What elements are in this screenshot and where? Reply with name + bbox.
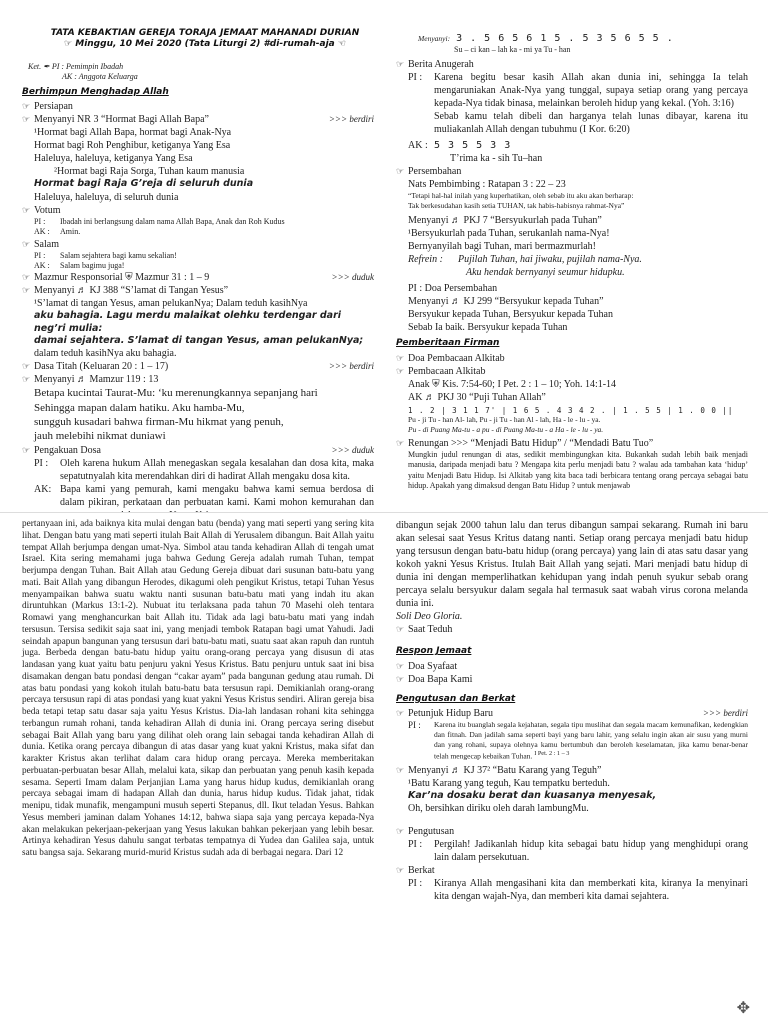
hand-icon: ☞ [396,624,405,634]
item-pkj30: AK ♬ PKJ 30 “Puji Tuhan Allah” [408,391,546,403]
hand-icon: ☞ [396,59,405,70]
page-1 [0,0,768,512]
item-mazmur-responsorial: ☞ Mazmur Responsorial ⛨ Mazmur 31 : 1 – 9 >>> duduk [22,272,374,284]
notation-suci: Menyanyi: 3 . 5 6 5 6 1 5 . 5 3 5 6 5 5 . [418,33,674,44]
item-kj388: ☞ Menyanyi ♬ KJ 388 “S’lamat di Tangan Yesus” [22,285,229,297]
left-column [22,62,374,574]
pengakuan-pi: PI : Oleh karena hukum Allah menegaskan segala kesalahan dan dosa kita, maka sepatutnyalah kita merendahkan diri di hadirat Allah mengaku dosa kita. [34,457,374,482]
hand-icon: ☞ [22,114,31,125]
legend-pi: PI : Pemimpin Ibadah [51,62,124,71]
item-saat-teduh: ☞ Saat Teduh [396,624,453,635]
page-2 [0,512,768,1024]
hand-icon: ☞ [396,352,405,363]
item-salam: ☞ Salam [22,238,59,250]
item-renungan: ☞ Renungan >>> “Menjadi Batu Hidup” / “Mendadi Batu Tuo” [396,437,654,449]
dove-icon: ✥ [736,1000,750,1018]
hand-icon: ☞ [22,101,31,112]
cue: >>> berdiri [328,114,374,125]
page-title: TATA KEBAKTIAN GEREJA TORAJA JEMAAT MAHANADI DURIAN [50,28,360,38]
lyric: ¹Bersyukurlah pada Tuhan, serukanlah nama-Nya! [408,227,610,239]
item-doa-alkitab: ☞ Doa Pembacaan Alkitab [396,352,505,364]
lyric: Bersyukur kepada Tuhan, Bersyukur kepada Tuhan [408,308,613,320]
hand-icon: ☞ [396,826,405,837]
legend-ak: AK : Anggota Keluarga [62,72,138,82]
section-bersiap: Berhimpun Menghadap Allah [22,86,169,97]
salam-lines: PI : Salam sejahtera bagi kamu sekalian! AK : Salam bagimu juga! [34,250,177,270]
hand-icon: ☞ [396,365,405,376]
header [40,28,370,51]
lyrics-nr3: ¹Hormat bagi Allah Bapa, hormat bagi Anak-Nya Hormat bagi Roh Penghibur, ketiganya Yang Esa Haleluya, haleluya, ketiganya Yang Esa ²Hormat bagi Raja Sorga, Tuhan kaum manusia Hormat bagi Raja G’reja di seluruh dunia Haleluya, haleluya, di seluruh dunia [34,127,254,203]
nats: Nats Pembimbing : Ratapan 3 : 22 – 23 [408,179,566,191]
right-column-2 [396,519,748,1031]
hand-icon: ☞ [22,374,31,385]
soli-deo-gloria: Soli Deo Gloria. [396,611,463,622]
hand-icon: ☞ [22,272,31,283]
item-votum: ☞ Votum [22,204,61,216]
hand-icon: ☞ [396,660,405,671]
hand-icon: ☞ [396,166,405,177]
lyric: Bernyanyilah bagi Tuhan, mari bermazmurlah! [408,240,597,252]
item-dasa-titah: ☞ Dasa Titah (Keluaran 20 : 1 – 17) >>> berdiri [22,361,374,373]
item-berkat: ☞ Berkat [396,865,435,877]
item-berita: ☞ Berita Anugerah [396,59,474,71]
hand-icon: ☞ [22,285,31,296]
page-subtitle: ☞ Minggu, 10 Mei 2020 (Tata Liturgi 2) #di-rumah-aja ☜ [64,39,346,50]
berita-pi2: Sebab kamu telah dibeli dan harganya telah lunas dibayar, karena itu muliakanlah Allah dengan tubuhmu (I Kor. 6:20) [434,111,748,136]
item-persiapan: ☞ Persiapan [22,101,73,113]
item-mazmur-119: ☞ Menyanyi ♬ Mamzur 119 : 13 [22,374,159,386]
petunjuk-pi: PI : Karena itu buanglah segala kejahatan, segala tipu muslihat dan segala macam kemunafikan, kedengkian dan fitnah. Dan jadilah sama seperti bayi yang baru lahir, yang selalu ingin akan air susu yang murni dan yang rohani, supaya olehnya kamu bertumbuh dan beroleh keselamatan, jika kamu benar-benar telah mengecap kebaikan Tuhan. $^{I Pet. 2 : 1 - 3}$ [408,720,748,761]
hand-icon: ☞ [22,444,31,455]
renungan-text: Mungkin judul renungan di atas, sedikit membingungkan kita. Bukankah sudah lebih baik menjadi manusia, daripada menjadi batu ? Mengapa kita perlu menjadi batu ? walau ada tambahan kata ‘hidup’ yaitu Menjadi Batu Hidup. Isi Alkitab yang kita baca tadi berbicara tentang orang percaya sebagai batu hidup. Apakah yang dimaksud dengan Batu Hidup ? untuk menjawab [408,449,748,490]
notation-text: Su – ci kan – lah ka - mi ya Tu - han [454,45,571,54]
pengakuan-ak: AK: Bapa kami yang pemurah, kami mengaku bahwa kami semua berdosa di dalam pikiran, perkataan dan perbuatan kami. Kami mohon kemurahan dan [34,483,374,508]
berita-ak: AK : 5 3 5 5 3 3 [408,140,512,152]
renungan-continued: pertanyaan ini, ada baiknya kita mulai dengan batu (benda) yang mati seperti yang sering kita lihat. Dengan batu yang mati seperti itulah Bait Allah di Yerusalem dibangun. Bait Allah yaitu tempat Allah berjumpa dengan umat-Nya. Simbol atau tanda kehadiran Allah di tengah umat Israel. Kita sering memahami juga bahwa Gedung Gereja adalah rumah Tuhan, tempat berjumpa dengan Tuhan. Bait Allah atau Gedung Gereja dibuat dari susunan batu-batu yang mati. Bait Allah yang dibangun Herodes, dikagumi oleh pengikut Kristus, tetapi Tuhan Yesus menyampaikan bahwa suatu waktu nanti susunan batu-batu mati yang indah itu akan diruntuhkan (Markus 13:1-2). Nubuat itu terlaksana pada tahun 70 Masehi oleh tentara Romawi yang menghancurkan bait Allah itu. Tidak ada lagi batu-batu mati yang indah tersusun. Tersisa sedikit saja saat ini, yang menjadi tembok Ratapan bagi umat Yahudi. Jadi seindah apapun bangunan yang tersusun dari batu-batu mati, suatu saat akan rapuh dan runtuh juga. Berbeda dengan batu-batu hidup yaitu orang-orang percaya yang disusun di atas landasan yang kuat yaitu batu penjuru yakni Yesus Kristus. Batu penjuru untuk saat ini bisa disamakan dengan batu pondasi dengan “cakar ayam” pada bangunan gedung atau rumah. Di atas batu pondasi yang kokoh itulah batu-batu bata tersusun rapi. Demikianlah orang-orang percaya tersusun rapi di atas pondasi yang kuat yakni Yesus Kristus sendiri. Aliran gereja bisa beda tetapi tetap satu dasar saja yaitu Yesus Kristus. Dia-lah landasan rohani kita sehingga terbangun rumah rohani, tanda kehadiran Allah di dunia ini. Orang percaya sering disebut sebagai Bait Allah yang baru yang dilihat oleh orang lain sebagai tanda kehadiran Allah di dunia. Ketika orang percaya dibangun di atas dasar yang kuat yakni Kristus, maka sifat dan karakter Kristus akan terlihat dalam cara hidup orang percaya. Mereka memberitakan perbuatan-perbuatan besar Allah, melalui kata, sikap dan perbuatan yang penuh kasih kepada sesama. Seperti Imam dalam Perjanjian Lama yang harus hidup kudus, demikianlah orang percaya sebagai imam di hadapan Allah dan dunia, harus hidup kudus. Tidak jahat, tidak menipu, tidak munafik, mengampuni musuh seperti Stepanus, dll. Ikut teladan Yesus. Bahkan Yesus memberi jaminan dalam Yohanes 14:12, bahwa siapa saja yang percaya kepada-Nya akan melakukan pekerjaan-pekerjaan yang Yesus lakukan bahkan pekerjaan yang lebih besar. Artinya kehadiran Yesus dahulu sangat terbatas tempatnya di Yudea dan Galilea saja, untuk satu bangsa saja. Sekarang murid-murid Kristus sudah ada di berbagai negara. Dari 12 [22,519,374,858]
item-persembahan: ☞ Persembahan [396,166,462,178]
hand-icon: ☞ [396,673,405,684]
notation-pkj30: 1 . 2 | 3 1 1 7' | 1 6 5 . 4 3 4 2 . | 1 . 5 5 | 1 . 0 0 || [408,405,734,415]
pengutusan-pi: PI : Pergilah! Jadikanlah hidup kita sebagai batu hidup yang menghidupi orang lain dalam persekutuan. [408,839,748,864]
item-petunjuk: ☞ Petunjuk Hidup Baru >>> berdiri [396,708,748,720]
hand-icon: ☞ [22,238,31,249]
lyrics-mazmur-119: Betapa kucintai Taurat-Mu: ‘ku merenungkannya sepanjang hari Sehingga mapan dalam hatiku. Aku hamba-Mu, sungguh kusadari bahwa firman-Mu hikmat yang penuh, jauh melebihi nikmat duniawi [34,387,318,443]
doa-persembahan: PI : Doa Persembahan [408,282,498,294]
renungan-end: dibangun sejak 2000 tahun lalu dan terus dibangun sampai sekarang. Rumah ini baru akan selesai saat Yesus Kritus datang nanti. Setiap orang percaya menjadi batu hidup yang tersusun dengan batu-batu hidup (orang percaya) yang lain di atas satu dasar yang kokoh yakni Yesus Kristus. Itulah Bait Allah yang sejati. Mari menjadi batu hidup di dunia ini dengan memperlihatkan kehidupan yang indah penuh syukur sebab orang percaya selalu bersyukur dalam segala hal termasuk saat wabah virus corona melanda dunia ini. [396,520,748,609]
hand-icon: ☞ [396,764,405,775]
lyrics-kj37: ¹Batu Karang yang teguh, Kau tempatku berteduh. Kar’na dosaku berat dan kuasanya menyesak, Oh, bersihkan diriku oleh darah lambungMu. [408,777,657,815]
quote-1: “Tetapi hal-hal inilah yang kuperhatikan, oleh sebab itu aku akan berharap: [408,191,634,201]
lyrics-kj388: ¹S’lamat di tangan Yesus, aman pelukanNya; Dalam teduh kasihNya aku bahagia. Lagu merdu malaikat olehku terdengar dari neg’ri mulia: damai sejahtera. S’lamat di tangan Yesus, aman pelukanNya; dalam teduh kasihNya aku bahagia. [34,298,364,360]
berita-ak-text: T’rima ka - sih Tu–han [450,153,543,165]
lyric: Sebab Ia baik. Bersyukur kepada Tuhan [408,321,568,333]
section-respon: Respon Jemaat [396,646,472,656]
refrein-2: Aku hendak bernyanyi seumur hidupku. [466,266,625,278]
item-kj37: ☞ Menyanyi ♬ KJ 37² “Batu Karang yang Teguh” [396,764,602,776]
bacaan: Anak ⛨ Kis. 7:54-60; I Pet. 2 : 1 – 10; Yoh. 14:1-14 [408,378,617,390]
hand-icon: ☞ [22,204,31,215]
item-pengutusan: ☞ Pengutusan [396,826,455,838]
berkat-pi: PI : Kiranya Allah mengasihani kita dan memberkati kita, kiranya Ia menyinari kita dengan wajah-Nya, dan memberi kita damai sejahtera. [408,878,748,903]
notation-text: Pu - ji Tu - han Al- lah, Pu - ji Tu - han Al - lah, Ha - le - lu - ya. [408,415,601,425]
notation-text: Pu - di Puang Ma-tu - a pu - di Puang Ma-tu - a Ha - le - lu - ya. [408,425,604,435]
berita-pi: PI : Karena begitu besar kasih Allah akan dunia ini, sehingga Ia telah mengaruniakan Anak-Nya yang tunggal, supaya setiap orang yang percaya kepada-Nya tidak binasa, melainkan beroleh hidup yang kekal. (Yoh. 3:16) [408,72,748,110]
left-column-2 [22,519,374,1031]
item-syafaat: ☞ Doa Syafaat [396,660,458,672]
refrein: Refrein : Pujilah Tuhan, hai jiwaku, pujilah nama-Nya. [408,253,642,265]
section-pengutusan: Pengutusan dan Berkat [396,693,516,704]
votum-lines: PI : Ibadah ini berlangsung dalam nama Allah Bapa, Anak dan Roh Kudus AK : Amin. [34,216,285,237]
right-column [396,32,748,544]
item-baca-alkitab: ☞ Pembacaan Alkitab [396,365,486,377]
item-pengakuan: ☞ Pengakuan Dosa >>> duduk [22,444,374,456]
item-kj299: Menyanyi ♬ KJ 299 “Bersyukur kepada Tuhan” [408,295,604,307]
section-firman: Pemberitaan Firman [396,337,500,348]
hand-icon: ☞ [396,708,405,719]
hand-icon: ☞ [22,361,31,372]
item-nr3: ☞ Menyanyi NR 3 “Hormat Bagi Allah Bapa” >>> berdiri [22,114,374,126]
hand-icon: ☞ [396,865,405,876]
item-bapa-kami: ☞ Doa Bapa Kami [396,673,473,685]
legend: Ket. ✒ PI : Pemimpin Ibadah AK : Anggota Keluarga [22,62,374,83]
quote-2: Tak berkesudahan kasih setia TUHAN, tak habis-habisnya rahmat-Nya” [408,201,625,211]
hand-icon: ☞ [396,437,405,448]
item-pkj7: Menyanyi ♬ PKJ 7 “Bersyukurlah pada Tuhan” [408,214,602,226]
